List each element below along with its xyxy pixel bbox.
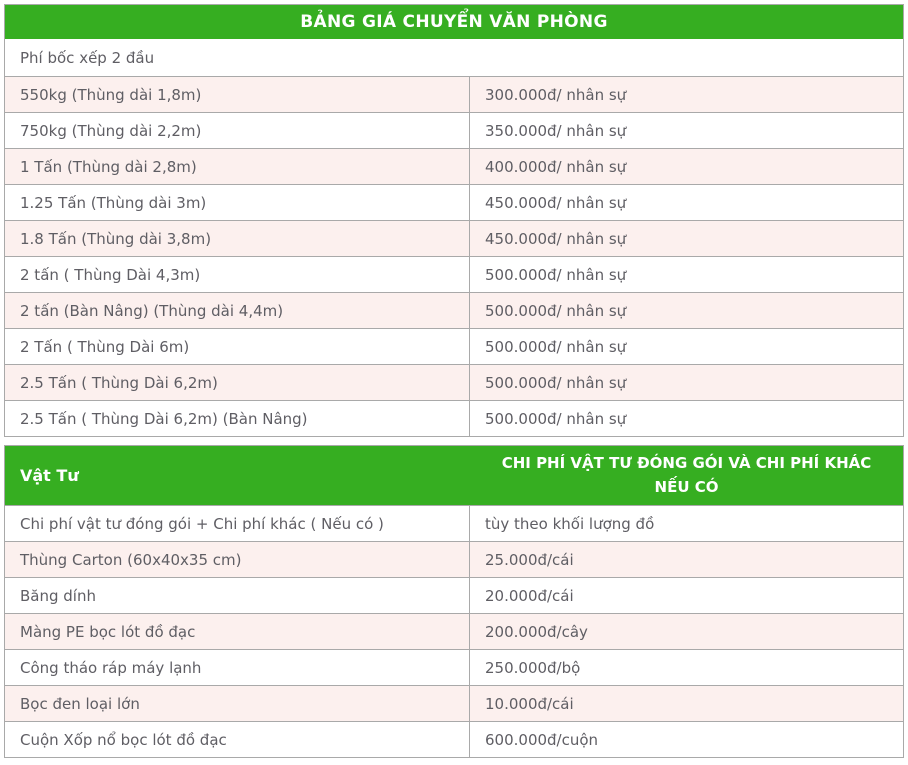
- price-cell: 450.000đ/ nhân sự: [485, 193, 627, 212]
- item-cell: 1.8 Tấn (Thùng dài 3,8m): [5, 221, 470, 256]
- item-cell: 2 tấn ( Thùng Dài 4,3m): [5, 257, 470, 292]
- table-row: [5, 364, 903, 400]
- price-cell: 25.000đ/cái: [485, 550, 574, 569]
- price-cell: 500.000đ/ nhân sự: [485, 373, 627, 392]
- table-row: [5, 505, 903, 541]
- item-cell: Bọc đen loại lớn: [5, 686, 470, 721]
- table-row: [5, 76, 903, 112]
- table-row: [5, 328, 903, 364]
- table-row: [5, 685, 903, 721]
- moving-price-table-title: BẢNG GIÁ CHUYỂN VĂN PHÒNG: [5, 5, 903, 39]
- materials-table-header: [5, 446, 903, 505]
- table-row: [5, 649, 903, 685]
- table-row: [5, 577, 903, 613]
- price-cell: 200.000đ/cây: [485, 622, 588, 641]
- item-cell: Màng PE bọc lót đồ đạc: [5, 614, 470, 649]
- item-cell: Băng dính: [5, 578, 470, 613]
- table-row: [5, 292, 903, 328]
- price-cell: 450.000đ/ nhân sự: [485, 229, 627, 248]
- item-cell: 2 Tấn ( Thùng Dài 6m): [5, 329, 470, 364]
- moving-price-table: [4, 4, 904, 437]
- price-cell: 500.000đ/ nhân sự: [485, 409, 627, 428]
- table-row: [5, 184, 903, 220]
- table-row: [5, 721, 903, 757]
- item-cell: 2.5 Tấn ( Thùng Dài 6,2m): [5, 365, 470, 400]
- table-row: [5, 400, 903, 436]
- item-cell: Thùng Carton (60x40x35 cm): [5, 542, 470, 577]
- price-cell: 500.000đ/ nhân sự: [485, 265, 627, 284]
- materials-header-left: Vật Tư: [20, 466, 79, 485]
- price-cell: 350.000đ/ nhân sự: [485, 121, 627, 140]
- item-cell: 1.25 Tấn (Thùng dài 3m): [5, 185, 470, 220]
- materials-price-table: [4, 445, 904, 758]
- table-row: [5, 220, 903, 256]
- price-cell: 400.000đ/ nhân sự: [485, 157, 627, 176]
- item-cell: 550kg (Thùng dài 1,8m): [5, 77, 470, 112]
- table-row: [5, 541, 903, 577]
- price-cell: 500.000đ/ nhân sự: [485, 301, 627, 320]
- moving-price-table-body: [5, 76, 903, 436]
- price-cell: 500.000đ/ nhân sự: [485, 337, 627, 356]
- price-cell: 10.000đ/cái: [485, 694, 574, 713]
- item-cell: 2.5 Tấn ( Thùng Dài 6,2m) (Bàn Nâng): [5, 401, 470, 436]
- price-cell: 250.000đ/bộ: [485, 658, 581, 677]
- materials-table-body: [5, 505, 903, 757]
- materials-header-right-label: CHI PHÍ VẬT TƯ ĐÓNG GÓI VÀ CHI PHÍ KHÁC NẾU CÓ: [501, 454, 872, 496]
- section-label-loading-fee: Phí bốc xếp 2 đầu: [5, 39, 903, 76]
- price-cell: 300.000đ/ nhân sự: [485, 85, 627, 104]
- item-cell: 2 tấn (Bàn Nâng) (Thùng dài 4,4m): [5, 293, 470, 328]
- table-gap: [4, 437, 904, 445]
- item-cell: 1 Tấn (Thùng dài 2,8m): [5, 149, 470, 184]
- item-cell: 750kg (Thùng dài 2,2m): [5, 113, 470, 148]
- table-row: [5, 613, 903, 649]
- price-cell: tùy theo khối lượng đồ: [485, 514, 655, 533]
- materials-header-right: [470, 446, 903, 505]
- price-cell: 600.000đ/cuộn: [485, 730, 599, 749]
- table-row: [5, 148, 903, 184]
- item-cell: Công tháo ráp máy lạnh: [5, 650, 470, 685]
- table-row: [5, 256, 903, 292]
- price-cell: 20.000đ/cái: [485, 586, 574, 605]
- item-cell: Cuộn Xốp nổ bọc lót đồ đạc: [5, 722, 470, 757]
- item-cell: Chi phí vật tư đóng gói + Chi phí khác ( Nếu có ): [5, 506, 470, 541]
- table-row: [5, 112, 903, 148]
